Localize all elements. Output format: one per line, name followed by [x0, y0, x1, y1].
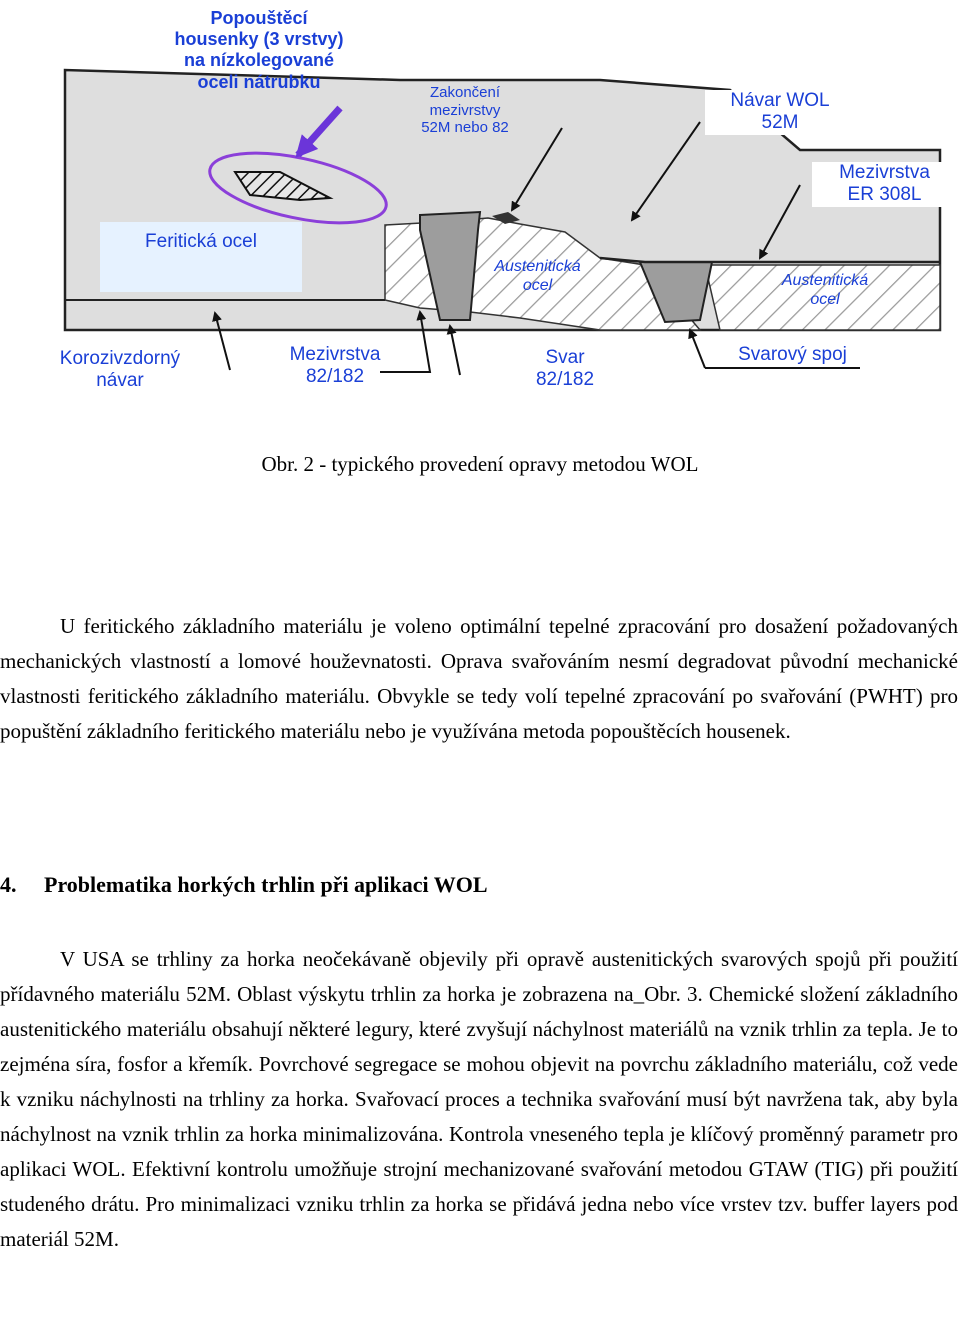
paragraph-2-text: V USA se trhliny za horka neočekávaně objevily při opravě austenitických svarových spojů při použití přídavného materiálu 52M. Oblast výskytu trhlin za horka je zobrazena na_Obr. 3. Chemické složení základního austenitického materiálu obsahují některé legury, které zvyšují náchylnost materiálů na vznik trhlin za tepla. Je to zejména síra, fosfor a křemík. Povrchové segregace se mohou objevit na povrchu základního materiálu, což vede k vzniku náchylnosti na trhliny za horka. Svařovací proces a technika svařování musí být navržena tak, aby byla náchylnost na vznik trhlin za horka minimalizována. Kontrola vneseného tepla je klíčový proměnný parametr pro aplikaci WOL. Efektivní kontrolu umožňuje strojní mechanizované svařování metodou GTAW (TIG) při použití studeného drátu. Pro minimalizaci vzniku trhlin za horka se přidává jedna nebo více vrstev tzv. buffer layers pod materiál 52M.: [0, 947, 958, 1251]
label-zakonceni-mezivrstvy: [400, 84, 530, 137]
label-line: Austenitická: [781, 272, 869, 289]
label-feriticka-ocel: Feritická ocel: [145, 231, 257, 252]
label-line: ocel: [522, 276, 553, 294]
paragraph-1-text: U feritického základního materiálu je voleno optimální tepelné zpracování pro dosažení požadovaných mechanických vlastností a lomové houževnatosti. Oprava svařováním nesmí degradovat původní mechanické vlastnosti feritického základního materiálu. Obvykle se tedy volí tepelné zpracování po svařování (PWHT) pro popuštění základního feritického materiálu nebo je využívána metoda popouštěcích housenek.: [0, 614, 958, 743]
wol-repair-figure: [0, 0, 960, 420]
label-line: ocel: [810, 290, 840, 308]
label-navar-wol: [705, 90, 855, 135]
label-line: Návar WOL: [730, 90, 830, 111]
section-number: 4.: [0, 872, 17, 897]
label-mezivrstva-82-182: [280, 344, 390, 389]
section-heading: [0, 872, 488, 898]
label-line: 82/182: [535, 369, 595, 391]
label-line: Zakončení: [429, 84, 501, 101]
label-line: Popouštěcí: [210, 8, 308, 28]
section-title: Problematika horkých trhlin při aplikaci WOL: [44, 872, 488, 897]
arrow-svarovy-spoj: [690, 330, 705, 368]
label-line: Mezivrstva: [839, 162, 930, 183]
label-svar-82-182: [520, 347, 610, 392]
label-mezivrstva-er308l: [812, 162, 957, 207]
paragraph-2: [0, 942, 958, 1257]
label-line: oceli nátrubku: [197, 71, 321, 92]
label-line: ER 308L: [847, 184, 922, 206]
label-line: 82/182: [305, 366, 365, 388]
label-line: 52M: [761, 112, 799, 134]
label-line: Korozivzdorný: [59, 348, 181, 369]
label-line: housenky (3 vrstvy): [174, 29, 344, 50]
label-popoustecni-housenky: [150, 8, 368, 93]
label-svarovy-spoj: Svarový spoj: [738, 344, 847, 365]
arrow-svar: [450, 326, 460, 375]
label-korozivzdorny-navar: [40, 348, 200, 393]
label-austenitic-right: [765, 272, 885, 310]
figure-caption: Obr. 2 - typického provedení opravy metodou WOL: [261, 452, 699, 476]
label-line: Austenitická: [494, 258, 581, 275]
paragraph-1: [0, 609, 958, 749]
label-line: na nízkolegované: [183, 50, 335, 71]
label-line: 52M nebo 82: [421, 119, 509, 137]
label-line: mezivrstvy: [429, 101, 501, 119]
label-line: Mezivrstva: [289, 344, 381, 365]
label-line: Svar: [545, 347, 585, 368]
label-line: návar: [96, 370, 144, 392]
label-austenitic-left: [490, 258, 585, 296]
